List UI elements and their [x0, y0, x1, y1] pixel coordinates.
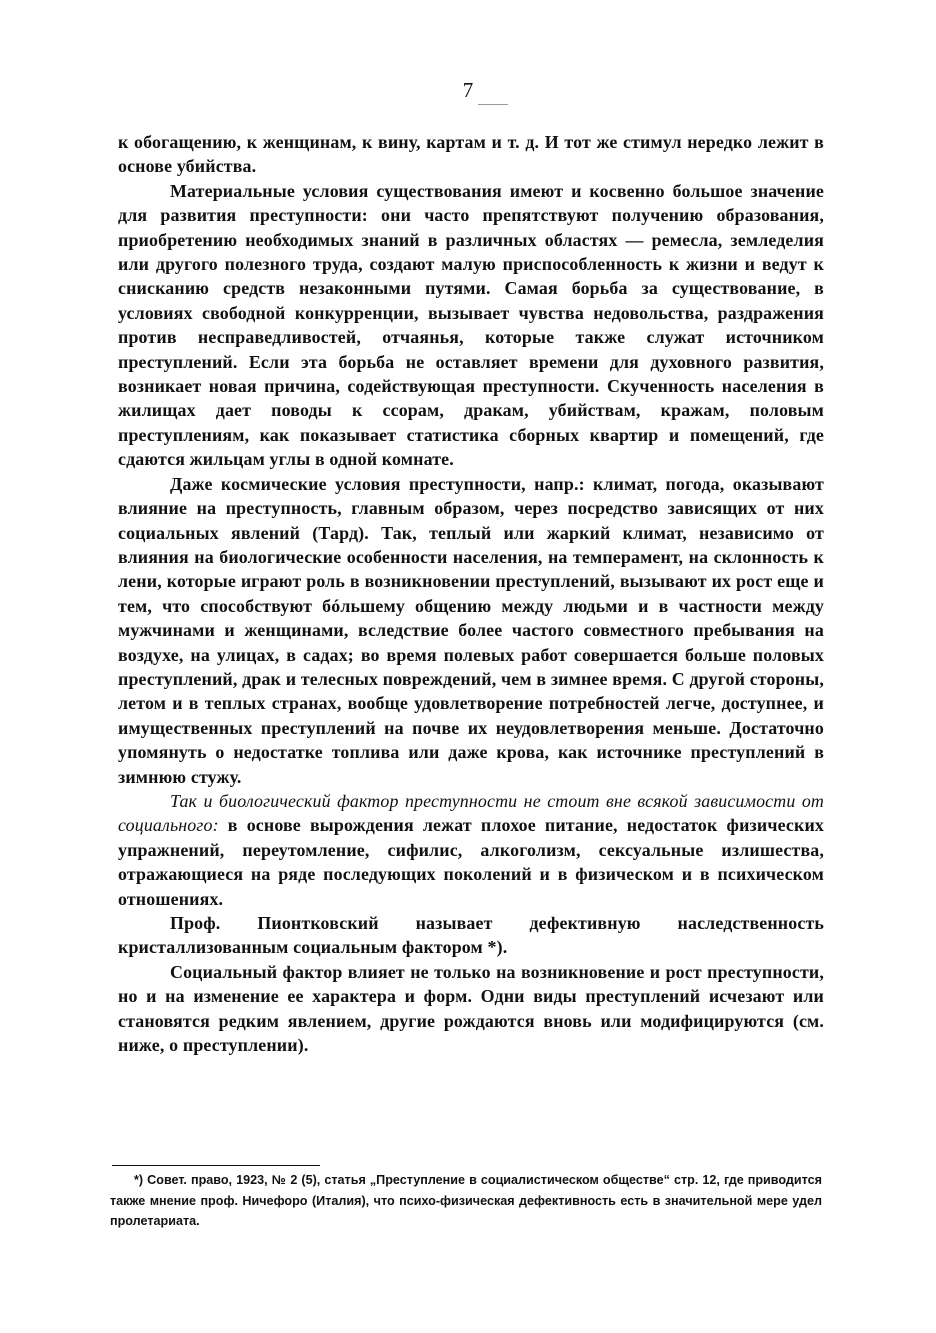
main-text — [118, 130, 824, 1057]
page-number-underline — [478, 104, 508, 105]
paragraph-social-factor: Социальный фактор влияет не только на возникновение и рост преступности, но и на изменение ее характера и форм. Одни виды преступлений исчезают или становятся редким явлением, другие рождаются вновь или модифицируются (см. ниже, о преступлении). — [118, 961, 824, 1056]
paragraph-cosmic-conditions: Даже космические условия преступности, напр.: климат, погода, оказывают влияние на преступность, главным образом, через посредство зависящих от них социальных явлений (Тард). Так, теплый или жаркий климат, независимо от влияния на биологические особенности населения, на темперамент, на склонность к лени, которые играют роль в возникновении преступлений, вызывают их рост еще и тем, что способствуют бóльшему общению между людьми и в частности между мужчинами и женщинами, вследствие более частого совместного пребывания на воздухе, на улицах, в садах; во время полевых работ совершается больше половых преступлений, драк и телесных повреждений, чем в зимнее время. С другой стороны, летом и в теплых странах, вообще удовлетворение потребностей легче, доступнее, и имущественных преступлений на почве их неудовлетворения меньше. Достаточно упомянуть о недостатке топлива или даже крова, как источнике преступлений в зимнюю стужу. — [118, 473, 824, 787]
footnote-text: *) Совет. право, 1923, № 2 (5), статья „Преступление в социалистическом обществе“ стр. 12, где приводится также мнение проф. Ничефоро (Италия), что психо-физическая дефективность есть в значительной мере удел пролетариата. — [110, 1173, 822, 1228]
paragraph-continuation: к обогащению, к женщинам, к вину, картам и т. д. И тот же стимул нередко лежит в основе убийства. — [118, 132, 824, 177]
paragraph-biological-factor — [118, 789, 824, 911]
page-number: 7 — [462, 78, 474, 102]
paragraph-biological-rest: в основе вырождения лежат плохое питание, недостаток физических упражнений, переутомление, сифилис, алкоголизм, сексуальные излишества, отражающиеся на ряде последующих поколений и в физическом и в психическом отношениях. — [118, 815, 824, 909]
footnotes — [110, 1170, 822, 1232]
italic-lead-text: Так и биологический фактор преступности не стоит вне всякой зависимости от социального: — [118, 790, 824, 836]
footnote-rule — [112, 1165, 320, 1166]
paragraph-piontkovsky: Проф. Пионтковский называет дефективную наследственность кристаллизованным социальным фактором *). — [118, 913, 824, 958]
paragraph-material-conditions: Материальные условия существования имеют и косвенно большое значение для развития преступности: они часто препятствуют получению образования, приобретению необходимых знаний в различных областях — ремесла, земледелия или другого полезного труда, создают малую приспособленность к жизни и ведут к снисканию средств незаконными путями. Самая борьба за существование, в условиях свободной конкурренции, вызывает чувства недовольства, раздражения против несправедливостей, отчаянья, которые также служат источником преступлений. Если эта борьба не оставляет времени для духовного развития, возникает новая причина, содействующая преступности. Скученность населения в жилищах дает поводы к ссорам, дракам, убийствам, кражам, половым преступлениям, как показывает статистика сборных квартир и помещений, где сдаются жильцам углы в одной комнате. — [118, 180, 824, 470]
